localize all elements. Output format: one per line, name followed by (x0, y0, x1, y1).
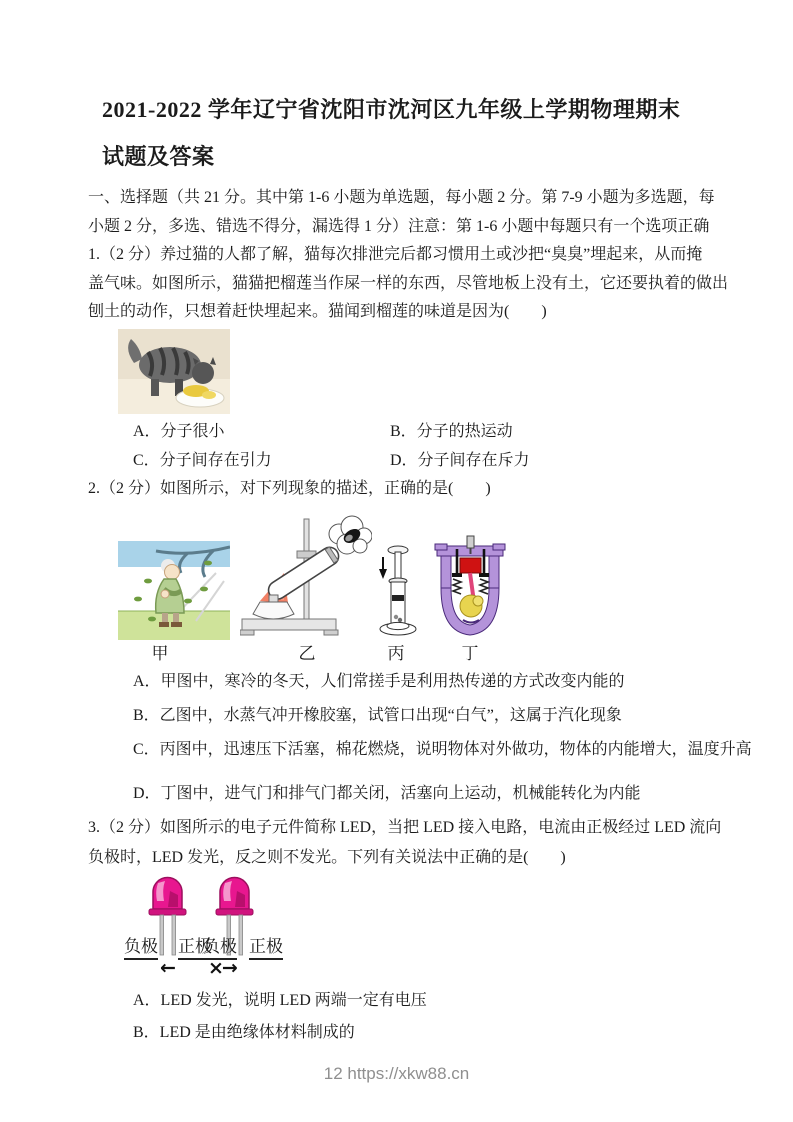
option-a: A．分子很小 (133, 422, 225, 440)
stem-line: 负极时，LED 发光，反之则不发光。下列有关说法中正确的是( ) (88, 849, 566, 866)
section-header (88, 184, 715, 241)
stem-line: 3.（2 分）如图所示的电子元件简称 LED，当把 LED 接入电路，电流由正极经过 LED 流向 (88, 819, 722, 836)
led1-negative-label: 负极 (124, 935, 158, 960)
question-2-stem: 2.（2 分）如图所示，对下列现象的描述，正确的是( ) (88, 479, 491, 497)
section-header-line: 一、选择题（共 21 分。其中第 1-6 小题为单选题，每小题 2 分。第 7-9 小题为多选题，每 (88, 189, 715, 206)
question-1-stem (88, 241, 729, 327)
title-line-2: 试题及答案 (102, 144, 215, 169)
document-title (88, 86, 712, 180)
led2-negative-label: 负极 (203, 935, 237, 960)
current-direction-blocked-arrow: ×→ (208, 957, 236, 979)
stem-line: 盖气味。如图所示，猫猫把榴莲当作屎一样的东西，尽管地板上没有土，它还要执着的做出 (88, 274, 729, 292)
figure-label-yi: 乙 (298, 644, 316, 663)
option-c: C．分子间存在引力 (133, 451, 272, 469)
option-d: D．分子间存在斥力 (390, 451, 530, 469)
current-direction-allowed-arrow: ← (160, 957, 174, 979)
figure-label-ding: 丁 (461, 644, 479, 663)
stem-line: 刨土的动作，只想着赶快埋起来。猫闻到榴莲的味道是因为( ) (88, 303, 547, 320)
cat-durian-photo-drawing (118, 329, 230, 414)
engine-cutaway-figure (433, 534, 507, 644)
figure-label-jia: 甲 (151, 644, 169, 663)
document-body (88, 86, 752, 1049)
section-header-line: 小题 2 分，多选、错选不得分，漏选得 1 分）注意：第 1-6 小题中每题只有一个选项正确 (88, 217, 710, 235)
test-tube-heating-figure (240, 511, 372, 639)
syringe-figure (374, 543, 418, 637)
question-1-options-row-1 (88, 417, 712, 446)
cat-durian-photo (118, 329, 230, 414)
led-polarity-figure (108, 873, 318, 981)
led1-positive-label: 正极 (178, 935, 212, 960)
option-d: D．丁图中，进气门和排气门都关闭，活塞向上运动，机械能转化为内能 (133, 785, 641, 802)
led2-positive-label: 正极 (249, 935, 283, 960)
option-b: B．分子的热运动 (390, 422, 513, 440)
question-2-figure (116, 503, 512, 661)
page-footer: 12 https://xkw88.cn (323, 1064, 470, 1083)
option-a: A．LED 发光，说明 LED 两端一定有电压 (133, 992, 427, 1009)
question-2-options (88, 665, 752, 811)
stem-line: 1.（2 分）养过猫的人都了解，猫每次排泄完后都习惯用土或沙把“臭臭”埋起来，从而掩 (88, 246, 703, 263)
option-c: C．丙图中，迅速压下活塞，棉花燃烧，说明物体对外做功，物体的内能增大，温度升高 (133, 741, 752, 758)
question-3-stem (88, 813, 722, 873)
option-b: B．乙图中，水蒸气冲开橡胶塞，试管口出现“白气”，这属于汽化现象 (133, 707, 622, 724)
figure-label-bing: 丙 (387, 644, 405, 663)
winter-person-figure (118, 541, 230, 640)
option-b: B．LED 是由绝缘体材料制成的 (133, 1024, 355, 1041)
option-a: A．甲图中，寒冷的冬天，人们常搓手是利用热传递的方式改变内能的 (133, 673, 625, 690)
question-1-options-row-2 (88, 446, 712, 475)
question-3-options (88, 985, 712, 1049)
title-line-1: 2021-2022 学年辽宁省沈阳市沈河区九年级上学期物理期末 (102, 97, 681, 122)
